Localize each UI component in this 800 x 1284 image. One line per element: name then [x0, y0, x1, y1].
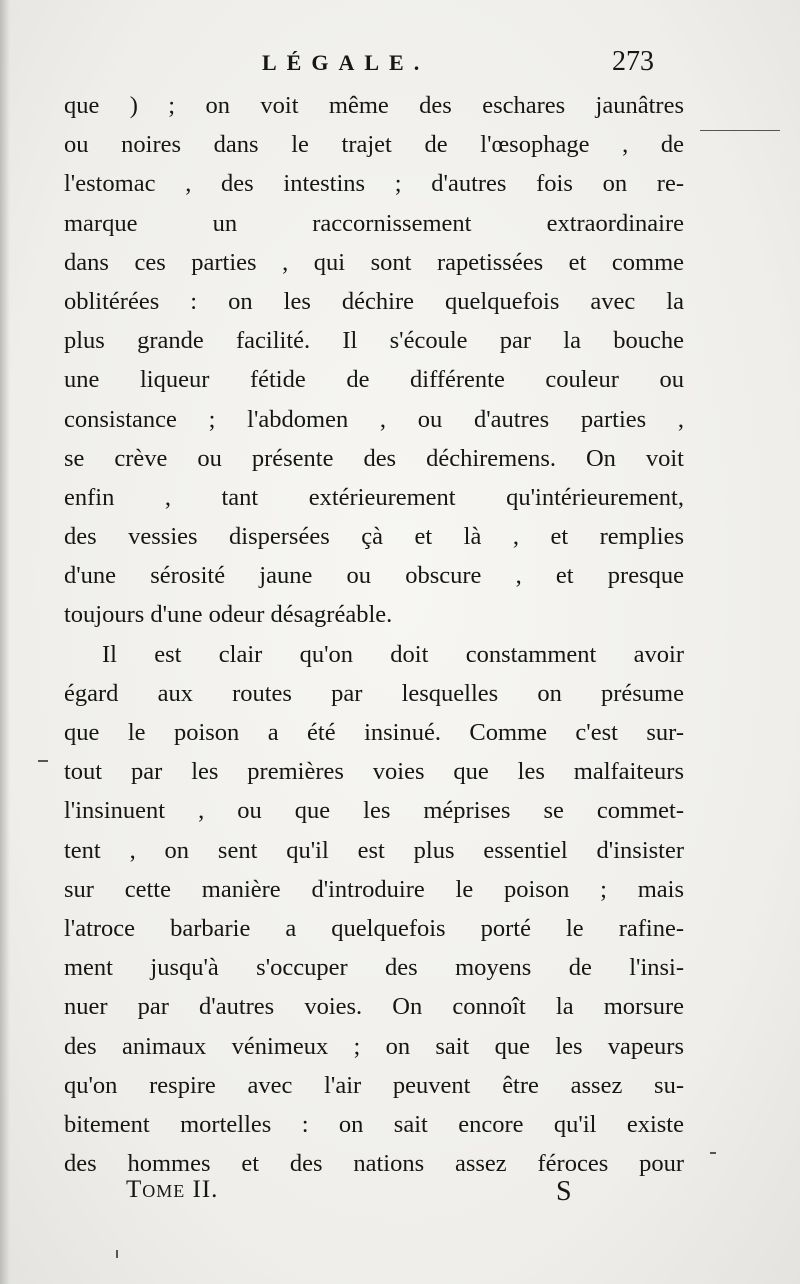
- paragraph-start-line: Il est clair qu'on doit constamment avoir: [102, 640, 684, 668]
- text-line: marque un raccornissement extraordinaire: [64, 209, 684, 237]
- text-line: tent , on sent qu'il est plus essentiel d'insister: [64, 836, 684, 864]
- text-line: dans ces parties , qui sont rapetissées et comme: [64, 248, 684, 276]
- print-speck: [38, 760, 48, 762]
- text-line: sur cette manière d'introduire le poison ; mais: [64, 875, 684, 903]
- print-speck: [700, 130, 780, 131]
- volume-signature: Tome II.: [126, 1176, 219, 1203]
- text-line: ment jusqu'à s'occuper des moyens de l'insi-: [64, 954, 684, 982]
- text-line: tout par les premières voies que les malfaiteurs: [64, 758, 684, 786]
- text-line: bitement mortelles : on sait encore qu'il existe: [64, 1110, 684, 1138]
- text-line: ou noires dans le trajet de l'œsophage , de: [64, 131, 684, 159]
- text-line: que ) ; on voit même des eschares jaunâtres: [64, 92, 684, 119]
- text-line: l'atroce barbarie a quelquefois porté le rafine-: [64, 914, 684, 942]
- page-edge-shadow: [0, 0, 10, 1284]
- text-line: qu'on respire avec l'air peuvent être assez su-: [64, 1071, 684, 1099]
- text-line: l'estomac , des intestins ; d'autres fois on re-: [64, 170, 684, 198]
- text-line: que le poison a été insinué. Comme c'est sur-: [64, 719, 684, 746]
- text-line: nuer par d'autres voies. On connoît la morsure: [64, 993, 684, 1021]
- text-line: une liqueur fétide de différente couleur ou: [64, 366, 684, 394]
- text-line: d'une sérosité jaune ou obscure , et presque: [64, 562, 684, 590]
- text-line: plus grande facilité. Il s'écoule par la bouche: [64, 327, 684, 355]
- text-line: enfin , tant extérieurement qu'intérieurement,: [64, 483, 684, 511]
- print-speck: [116, 1250, 118, 1258]
- paragraph-end-line: toujours d'une odeur désagréable.: [64, 601, 393, 629]
- print-speck: [710, 1152, 716, 1154]
- text-line: oblitérées : on les déchire quelquefois avec la: [64, 287, 684, 315]
- text-line: des hommes et des nations assez féroces pour: [64, 1150, 684, 1178]
- body-text: [64, 86, 684, 1183]
- text-line: consistance ; l'abdomen , ou d'autres parties ,: [64, 405, 684, 433]
- gathering-signature: S: [556, 1176, 572, 1207]
- text-line: des animaux vénimeux ; on sait que les vapeurs: [64, 1032, 684, 1060]
- text-line: égard aux routes par lesquelles on présume: [64, 679, 684, 707]
- running-title: LÉGALE.: [262, 50, 430, 75]
- text-line: se crève ou présente des déchiremens. On voit: [64, 444, 684, 472]
- page-number: 273: [612, 46, 654, 77]
- running-head: [0, 44, 800, 84]
- text-line: l'insinuent , ou que les méprises se commet-: [64, 797, 684, 825]
- text-line: des vessies dispersées çà et là , et remplies: [64, 523, 684, 551]
- page-footer: [0, 1176, 800, 1216]
